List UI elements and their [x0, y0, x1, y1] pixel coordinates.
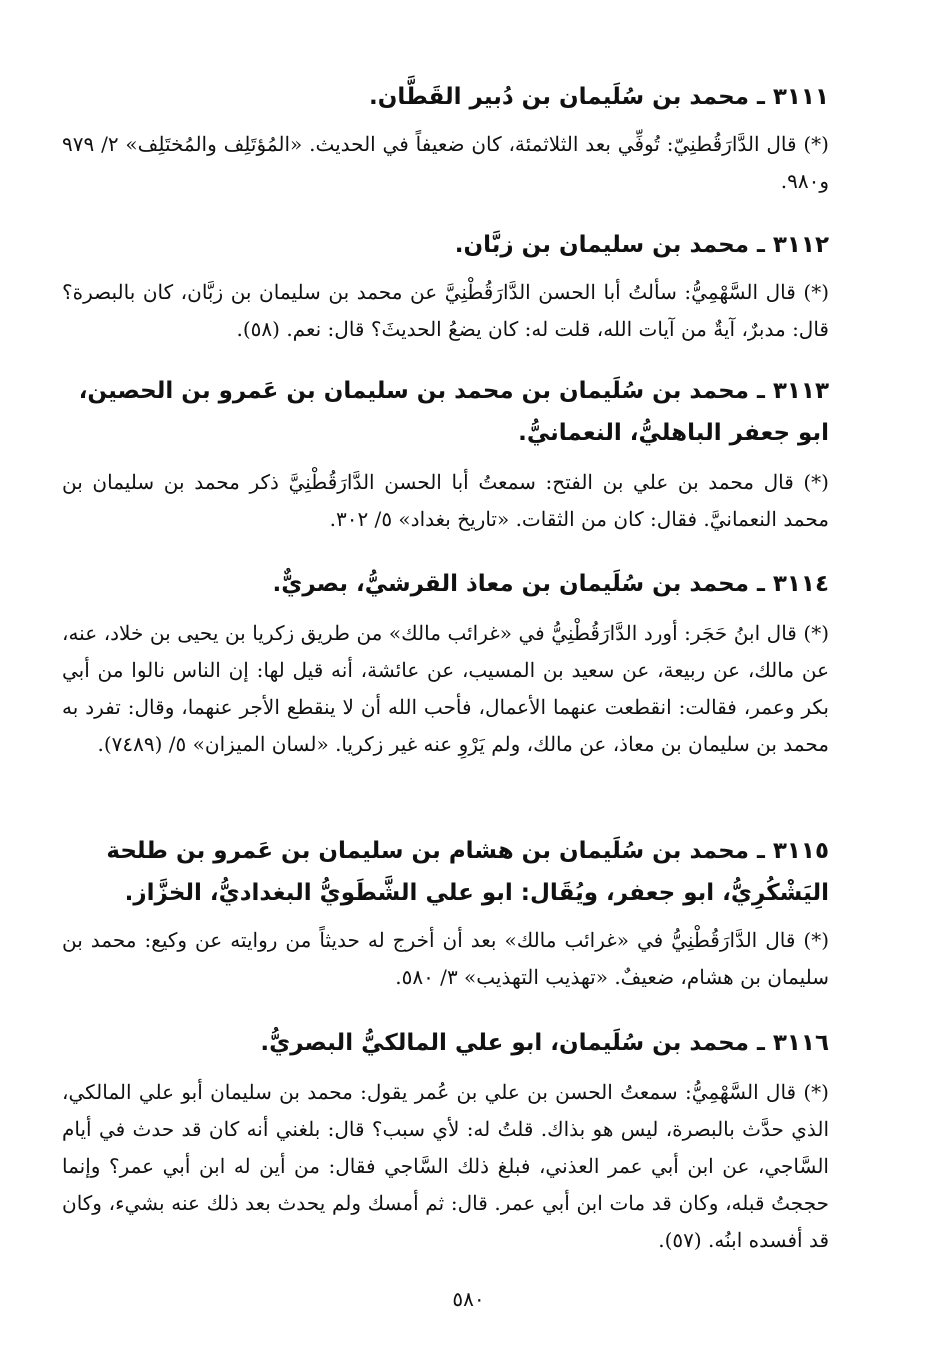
- entry-heading: ٣١١٥ ـ محمد بن سُلَيمان بن هشام بن سليمان بن عَمرو بن طلحة اليَشْكُرِيُّ، ابو جعفر، ويُقَال: ابو علي الشَّطَويُّ البغداديُّ، الخزَّاز.: [106, 838, 829, 906]
- entry-3114: [62, 563, 829, 763]
- entry-heading: ٣١١٤ ـ محمد بن سُلَيمان بن معاذ القرشيُّ، بصريٌّ.: [272, 571, 829, 597]
- entry-3111: [62, 76, 829, 200]
- entry-3112: [62, 224, 829, 348]
- entry-heading: ٣١١١ ـ محمد بن سُلَيمان بن دُبير القَطَّان.: [369, 84, 829, 110]
- page-number: ٥٨٠: [452, 1287, 485, 1311]
- entry-heading: ٣١١٦ ـ محمد بن سُلَيمان، ابو علي المالكيُّ البصريُّ.: [260, 1030, 829, 1056]
- entry-heading: ٣١١٢ ـ محمد بن سليمان بن زبَّان.: [454, 232, 829, 258]
- entry-heading: ٣١١٣ ـ محمد بن سُلَيمان بن محمد بن سليمان بن عَمرو بن الحصين، ابو جعفر الباهليُّ، النعمانيُّ.: [78, 378, 829, 446]
- entry-body: (*) قال ابنُ حَجَر: أورد الدَّارَقُطْنِيُّ في «غرائب مالك» من طريق زكريا بن يحيى بن خلاد، عنه، عن مالك، عن ربيعة، عن سعيد بن المسيب، عن عائشة، أنه قيل لها: إن الناس نالوا من أبي بكر وعمر، فقالت: انقطعت عنهما الأعمال، فأحب الله أن لا ينقطع الأجر عنهما، وقال: تفرد به محمد بن سليمان بن معاذ، عن مالك، ولم يَرْوِ عنه غير زكريا. «لسان الميزان» ٥/ (٧٤٨٩).: [62, 621, 829, 756]
- entry-3115: [62, 830, 829, 996]
- entry-body: (*) قال الدَّارَقُطنِيّ: تُوفِّي بعد الثلاثمئة، كان ضعيفاً في الحديث. «المُؤتَلِف والمُختَلِف» ٢/ ٩٧٩ و٩٨٠.: [62, 132, 829, 193]
- entry-body: (*) قال السَّهْمِيُّ: سألتُ أبا الحسن الدَّارَقُطْنِيَّ عن محمد بن سليمان بن زبَّان، كان بالبصرة؟ قال: مدبرٌ، آيةٌ من آيات الله، قلت له: كان يضعُ الحديثَ؟ قال: نعم. (٥٨).: [62, 280, 829, 341]
- entry-body: (*) قال محمد بن علي بن الفتح: سمعتُ أبا الحسن الدَّارَقُطْنِيَّ ذكر محمد بن سليمان بن محمد النعمانيَّ. فقال: كان من الثقات. «تاريخ بغداد» ٥/ ٣٠٢.: [62, 470, 829, 531]
- entry-body: (*) قال الدَّارَقُطْنِيُّ في «غرائب مالك» بعد أن أخرج له حديثاً من روايته عن وكيع: محمد بن سليمان بن هشام، ضعيفٌ. «تهذيب التهذيب» ٣/ ٥٨٠.: [62, 928, 829, 989]
- entry-body: (*) قال السَّهْمِيُّ: سمعتُ الحسن بن علي بن عُمر يقول: محمد بن سليمان أبو علي المالكي، الذي حدَّث بالبصرة، ليس هو بذاك. قلتُ له: لأي سبب؟ قال: بلغني أنه كان قد حدث في أيام السَّاجي، عن ابن أبي عمر العذني، فبلغ ذلك السَّاجي فقال: من أين له ابن أبي عمر؟ وإنما حججتُ قبله، وكان قد مات ابن أبي عمر. قال: ثم أمسك ولم يحدث بعد ذلك عنه بشيء، وكان قد أفسده ابنُه. (٥٧).: [62, 1080, 830, 1252]
- entry-3116: [62, 1022, 829, 1259]
- entry-3113: [62, 370, 829, 538]
